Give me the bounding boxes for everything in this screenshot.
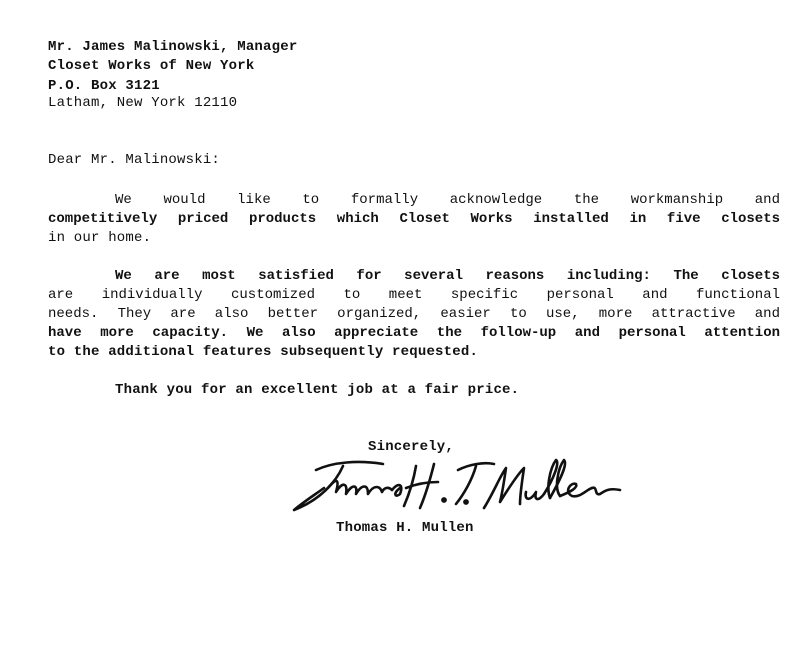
- handwritten-signature: [288, 448, 628, 524]
- signer-name: Thomas H. Mullen: [336, 520, 474, 536]
- paragraph2-line5: to the additional features subsequently requested.: [48, 344, 479, 360]
- paragraph2-line4: have more capacity. We also appreciate the follow-up and personal attention: [48, 325, 780, 341]
- paragraph2-line3: needs. They are also better organized, easier to use, more attractive and: [48, 306, 780, 322]
- recipient-po-box: P.O. Box 3121: [48, 78, 160, 94]
- paragraph1-line2: competitively priced products which Closet Works installed in five closets: [48, 211, 780, 227]
- paragraph2-line1: We are most satisfied for several reasons including: The closets: [115, 268, 780, 284]
- paragraph1-line1: We would like to formally acknowledge the workmanship and: [115, 192, 780, 208]
- closing-sentence: Thank you for an excellent job at a fair price.: [115, 382, 520, 398]
- recipient-company: Closet Works of New York: [48, 58, 255, 74]
- complimentary-close: Sincerely,: [368, 439, 455, 455]
- paragraph2-line2: are individually customized to meet specific personal and functional: [48, 287, 780, 303]
- salutation: Dear Mr. Malinowski:: [48, 152, 221, 168]
- paragraph1-line3: in our home.: [48, 230, 152, 246]
- recipient-city: Latham, New York 12110: [48, 95, 238, 111]
- recipient-name: Mr. James Malinowski, Manager: [48, 39, 298, 55]
